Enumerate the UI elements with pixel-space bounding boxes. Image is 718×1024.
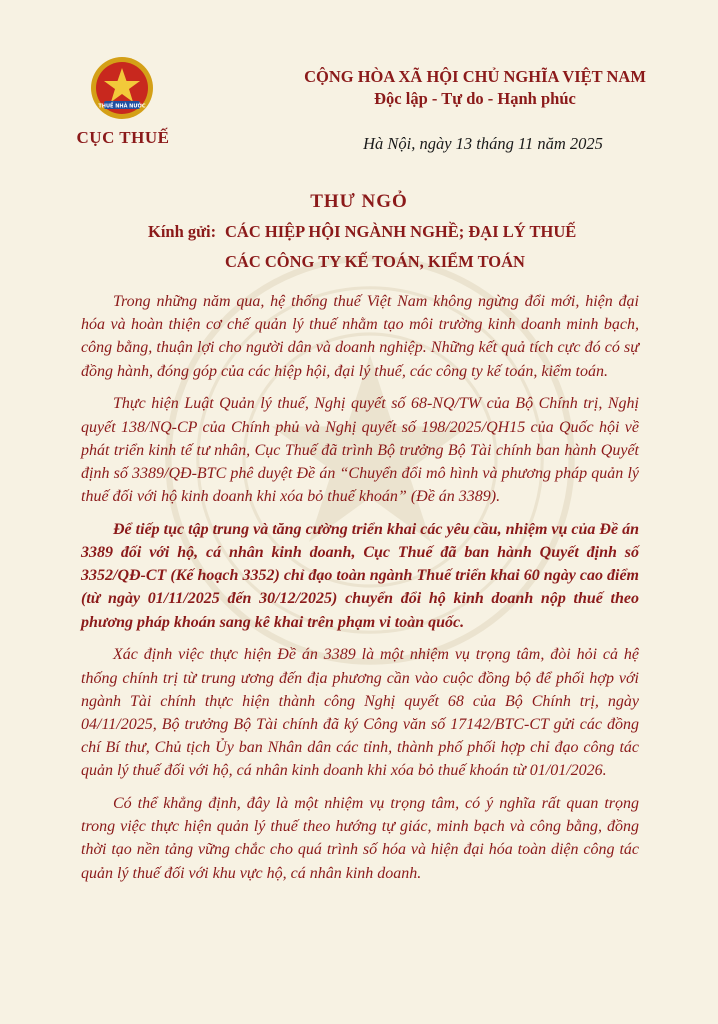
national-header <box>280 66 670 110</box>
nation-title: CỘNG HÒA XÃ HỘI CHỦ NGHĨA VIỆT NAM <box>304 67 646 86</box>
body-paragraph-3: Để tiếp tục tập trung và tăng cường triển khai các yêu cầu, nhiệm vụ của Đề án 3389 đối với hộ, cá nhân kinh doanh, Cục Thuế đã ban hành Quyết định số 3352/QĐ-CT (Kế hoạch 3352) chỉ đạo toàn ngành Thuế triển khai 60 ngày cao điểm (từ ngày 01/11/2025 đến 30/12/2025) chuyển đổi hộ kinh doanh nộp thuế theo phương pháp khoán sang kê khai trên phạm vi toàn quốc. <box>81 520 639 631</box>
letter-body <box>81 290 639 894</box>
agency-name: CỤC THUẾ <box>76 128 170 147</box>
body-paragraph-2: Thực hiện Luật Quản lý thuế, Nghị quyết số 68-NQ/TW của Bộ Chính trị, Nghị quyết 138/NQ-CP của Chính phủ và Nghị quyết số 198/2025/QH15 của Quốc hội về phát triển kinh tế tư nhân, Cục Thuế đã trình Bộ trưởng Bộ Tài chính ban hành Quyết định số 3389/QĐ-BTC phê duyệt Đề án “Chuyển đổi mô hình và phương pháp quản lý thuế đối với hộ kinh doanh khi xóa bỏ thuế khoán” (Đề án 3389). <box>81 395 639 506</box>
recipient-prefix: Kính gửi: <box>148 222 217 241</box>
body-paragraph-4: Xác định việc thực hiện Đề án 3389 là một nhiệm vụ trọng tâm, đòi hỏi cả hệ thống chính trị từ trung ương đến địa phương cần vào cuộc đồng bộ để phối hợp với ngành Tài chính thực hiện thành công Nghị quyết 68 của Bộ Chính trị, ngày 04/11/2025, Bộ trưởng Bộ Tài chính đã ký Công văn số 17142/BTC-CT gửi các đồng chí Bí thư, Chủ tịch Ủy ban Nhân dân các tỉnh, thành phố phối hợp chỉ đạo công tác quản lý thuế đối với hộ, cá nhân kinh doanh khi xóa bỏ thuế khoán từ 01/01/2026. <box>81 646 639 780</box>
tax-emblem-logo <box>90 56 154 120</box>
nation-motto: Độc lập - Tự do - Hạnh phúc <box>374 89 576 108</box>
body-paragraph-5: Có thể khẳng định, đây là một nhiệm vụ trọng tâm, có ý nghĩa rất quan trọng trong việc thực hiện quản lý thuế theo hướng tự giác, minh bạch và công bằng, đồng thời tạo nền tảng vững chắc cho quá trình số hóa và hiện đại hóa toàn diện công tác quản lý thuế đối với khu vực hộ, cá nhân kinh doanh. <box>81 795 639 882</box>
body-paragraph-1: Trong những năm qua, hệ thống thuế Việt Nam không ngừng đổi mới, hiện đại hóa và hoàn thiện cơ chế quản lý thuế nhằm tạo môi trường kinh doanh minh bạch, công bằng, thuận lợi cho người dân và doanh nghiệp. Những kết quả tích cực đó có sự đồng hành, đóng góp của các hiệp hội, đại lý thuế, các công ty kế toán, kiểm toán. <box>81 293 639 380</box>
recipient-line-2: CÁC CÔNG TY KẾ TOÁN, KIỂM TOÁN <box>225 252 525 271</box>
place-date: Hà Nội, ngày 13 tháng 11 năm 2025 <box>363 134 603 153</box>
svg-text:THUẾ NHÀ NƯỚC: THUẾ NHÀ NƯỚC <box>98 103 146 110</box>
recipient-line-1: CÁC HIỆP HỘI NGÀNH NGHỀ; ĐẠI LÝ THUẾ <box>225 222 577 241</box>
document-title: THƯ NGỎ <box>310 191 408 212</box>
